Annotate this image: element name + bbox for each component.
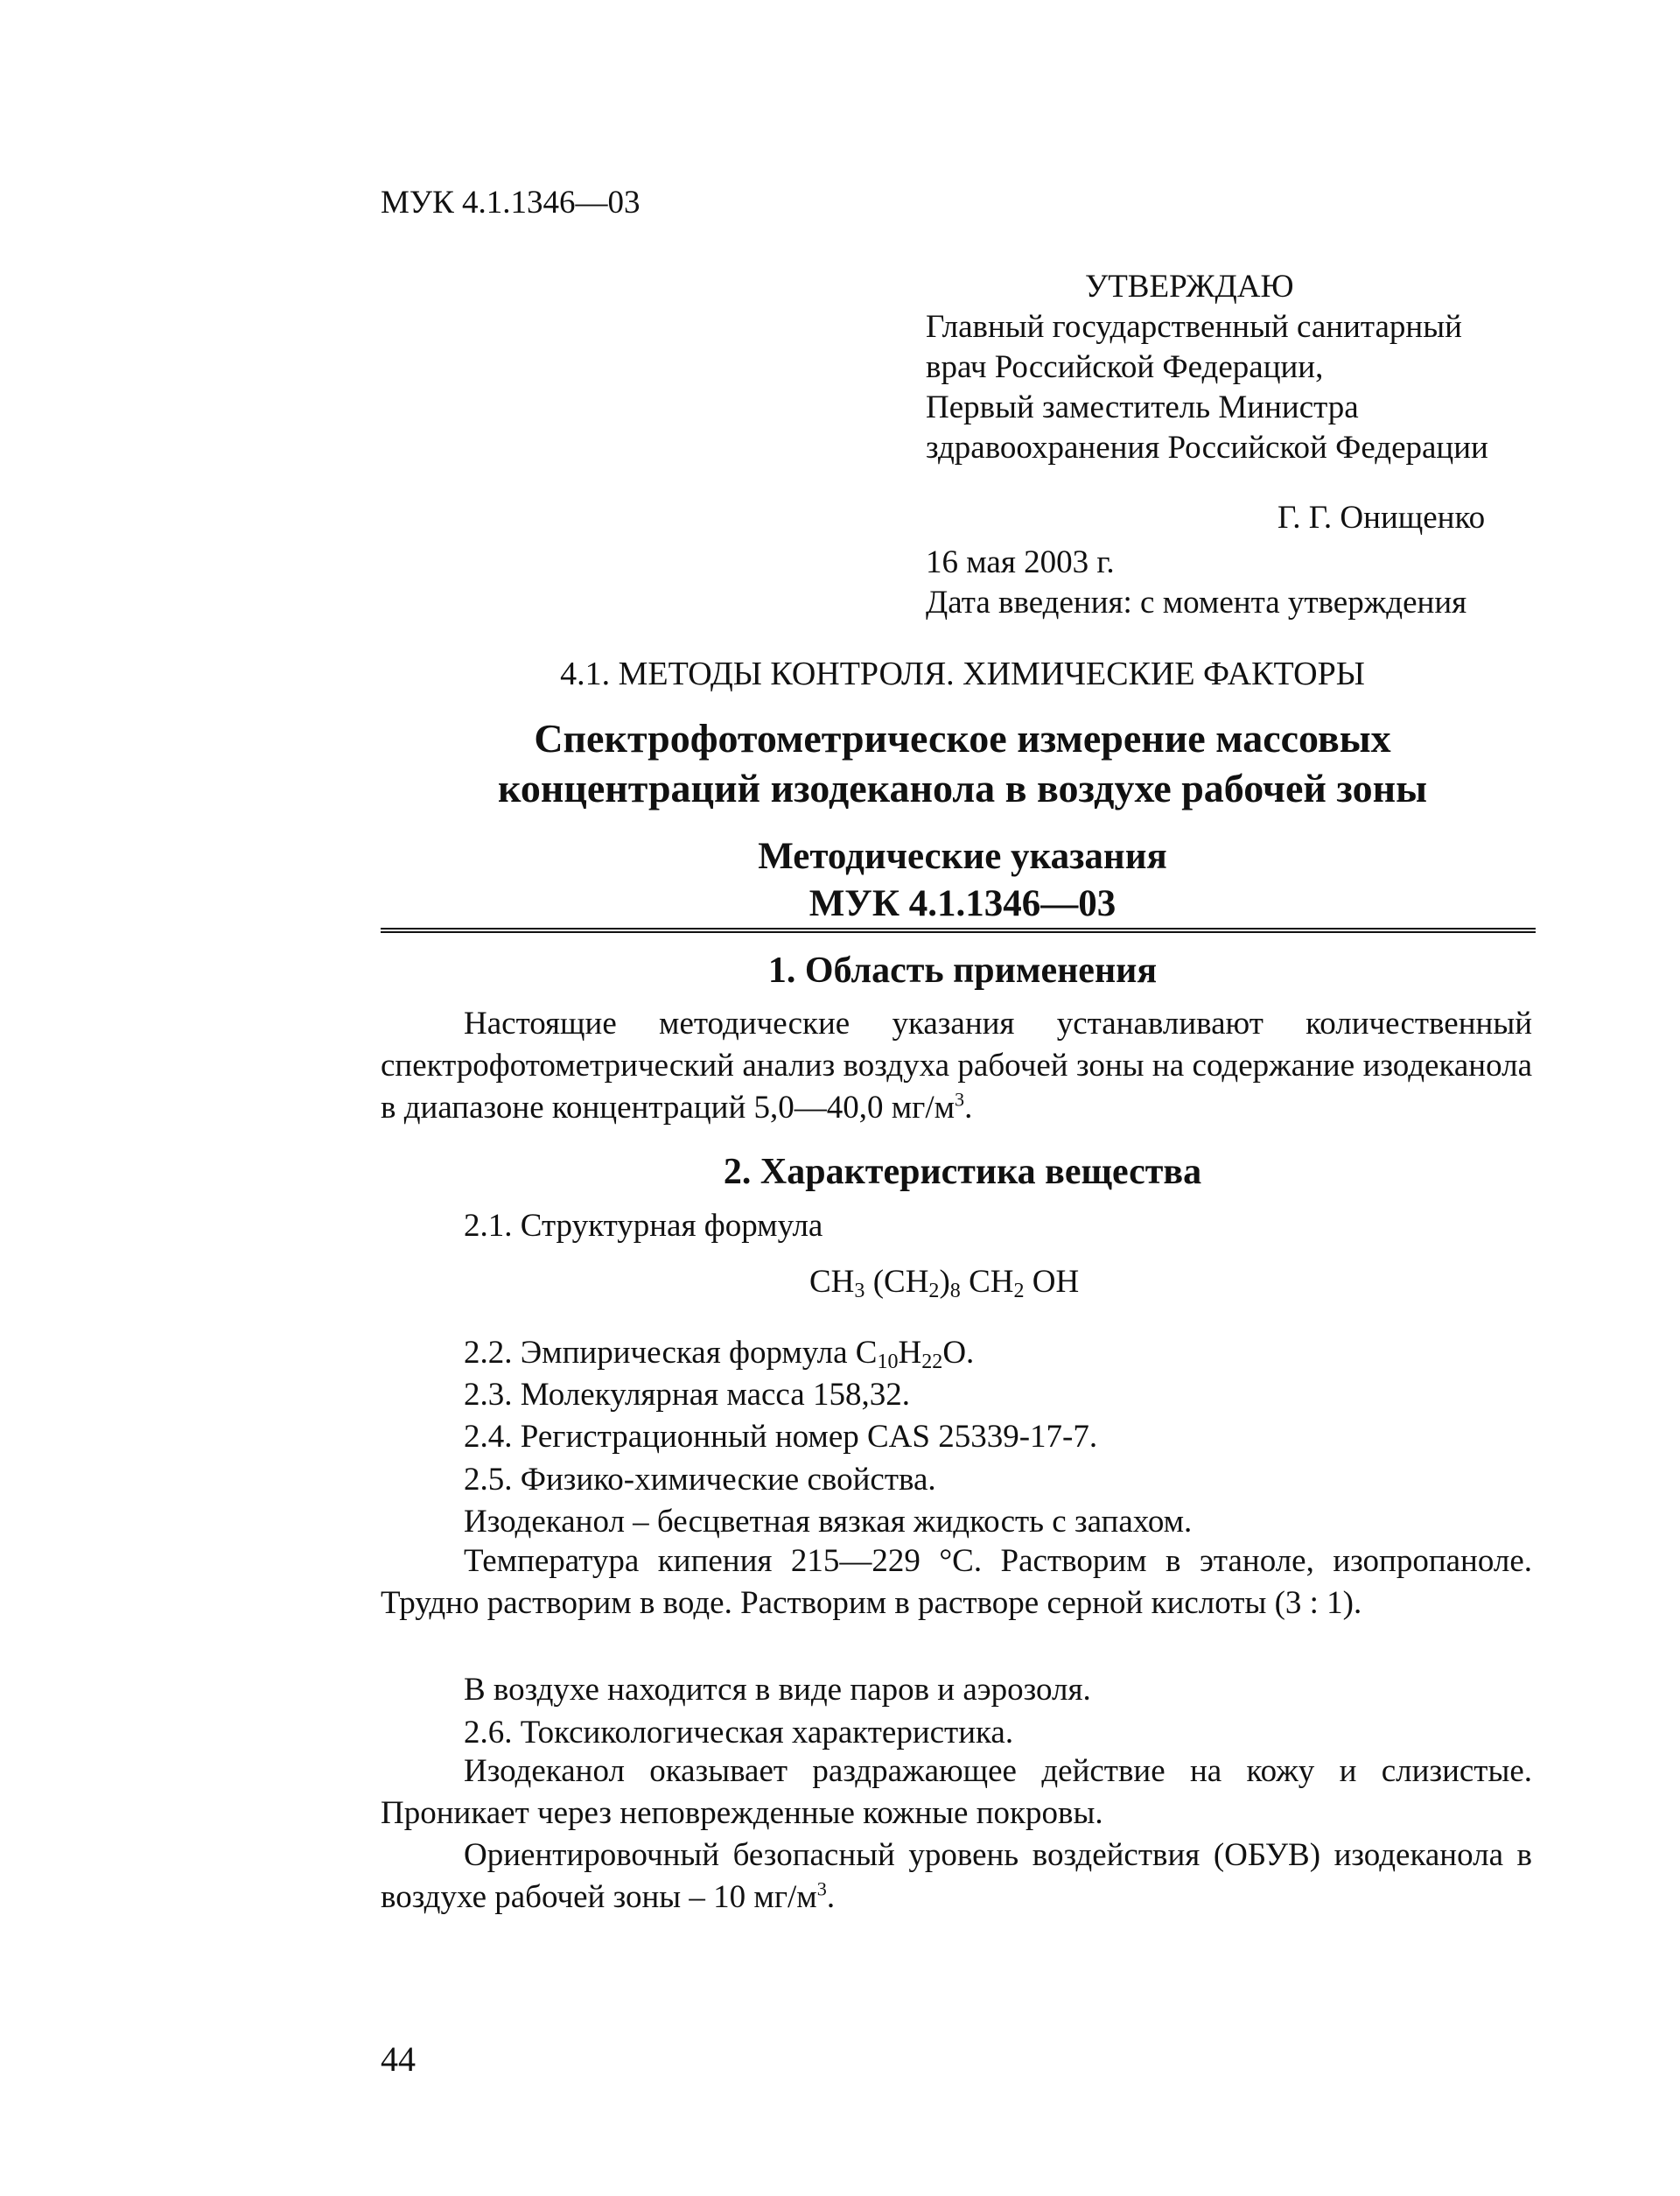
structural-formula: $CH_3$ $(CH_2)_8$ $CH_2$ OH [809, 1264, 1080, 1302]
document-subtitle-line: Методические указания [758, 836, 1167, 877]
section-header: 4.1. МЕТОДЫ КОНТРОЛЯ. ХИМИЧЕСКИЕ ФАКТОРЫ [560, 656, 1365, 692]
item-2-5: 2.5. Физико-химические свойства. [464, 1462, 936, 1498]
section-1-text: Настоящие методические указания устанавливают количественный спектрофотометрический анализ воздуха рабочей зоны на содержание изодеканола в диапазоне концентраций 5,0—40,0 $мг/м^3$. [381, 1006, 1532, 1126]
item-2-1: 2.1. Структурная формула [464, 1208, 823, 1244]
approval-date: 16 мая 2003 г. [926, 544, 1115, 580]
item-2-3: 2.3. Молекулярная масса 158,32. [464, 1377, 910, 1413]
paragraph-appearance: Изодеканол – бесцветная вязкая жидкость с запахом. [464, 1504, 1193, 1540]
paragraph-boiling: Температура кипения 215—229 °С. Растворим в этаноле, изопропаноле. Трудно растворим в воде. Растворим в растворе серной кислоты (3 : 1). [381, 1543, 1532, 1621]
paragraph-air: В воздухе находится в виде паров и аэрозоля. [464, 1672, 1091, 1708]
approval-position-line: Первый заместитель Министра [926, 389, 1359, 425]
section-1-heading: 1. Область применения [767, 951, 1158, 991]
approval-position-line: врач Российской Федерации, [926, 349, 1324, 385]
section-2-heading: 2. Характеристика вещества [723, 1152, 1202, 1192]
divider-rule [381, 931, 1536, 933]
signatory-name: Г. Г. Онищенко [1278, 500, 1486, 536]
divider-rule [381, 928, 1536, 930]
item-2-4: 2.4. Регистрационный номер CAS 25339-17-7. [464, 1419, 1098, 1455]
item-2-2: 2.2. Эмпирическая формула $C_{10}H_{22}O$. [464, 1335, 975, 1373]
page-number: 44 [381, 2039, 416, 2079]
document-title-line: концентраций изодеканола в воздухе рабочей зоны [497, 766, 1428, 810]
item-2-6: 2.6. Токсикологическая характеристика. [464, 1715, 1014, 1750]
paragraph-obuv: Ориентировочный безопасный уровень воздействия (ОБУВ) изодеканола в воздухе рабочей зоны – 10 $мг/м^3$. [381, 1837, 1532, 1915]
paragraph-irritant: Изодеканол оказывает раздражающее действие на кожу и слизистые. Проникает через неповрежденные кожные покровы. [381, 1753, 1532, 1831]
approval-position-line: здравоохранения Российской Федерации [926, 430, 1488, 466]
document-code: МУК 4.1.1346—03 [381, 185, 640, 221]
document-title-line: Спектрофотометрическое измерение массовых [534, 716, 1391, 761]
effective-date: Дата введения: с момента утверждения [926, 585, 1467, 621]
approval-title: УТВЕРЖДАЮ [1085, 269, 1294, 305]
approval-position-line: Главный государственный санитарный [926, 309, 1462, 345]
document-subtitle-line: МУК 4.1.1346—03 [808, 883, 1116, 924]
